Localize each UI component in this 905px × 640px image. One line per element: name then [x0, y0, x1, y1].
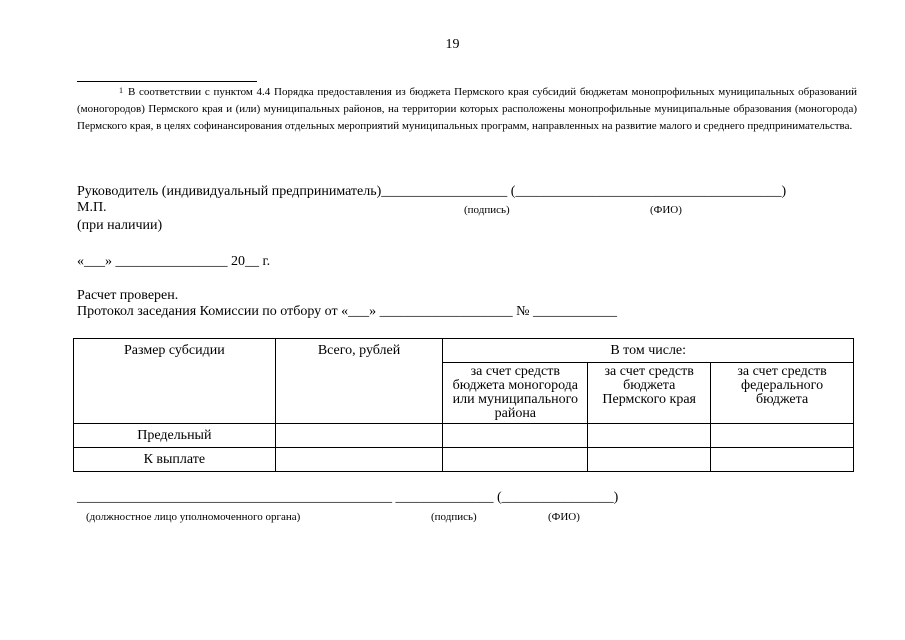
table-cell [588, 424, 711, 448]
table-cell [275, 448, 443, 472]
table-row [74, 424, 854, 448]
if-any-note: (при наличии) [77, 218, 163, 233]
page-number: 19 [445, 37, 460, 52]
header-total: Всего, рублей [275, 339, 443, 424]
footnote-text: В соответствии с пунктом 4.4 Порядка предоставления из бюджета Пермского края субсидий бюджетам монопрофильных муниципальных образований (моногородов) Пермского края и (или) муниципальных районов, на территории которых расположены монопрофильные муниципальные образования (моногорода) Пермского края, в целях софинансирования отдельных мероприятий муниципальных программ, направленных на развитие малого и среднего предпринимательства. [77, 86, 857, 132]
table-cell [275, 424, 443, 448]
stamp-label: М.П. [77, 200, 107, 215]
footnote-mark: 1 [119, 86, 123, 95]
table-row [74, 448, 854, 472]
protocol-line: Протокол заседания Комиссии по отбору от «___» ___________________ № ____________ [77, 304, 617, 319]
footnote [77, 84, 857, 135]
table-cell [443, 448, 588, 472]
row-label-limit: Предельный [74, 424, 276, 448]
date-line: «___» ________________ 20__ г. [77, 254, 271, 269]
checked-statement: Расчет проверен. [77, 288, 179, 303]
table-cell [711, 448, 854, 472]
official-position-caption: (должностное лицо уполномоченного органа) [86, 511, 301, 523]
header-including: В том числе: [443, 339, 854, 363]
official-fio-caption: (ФИО) [548, 511, 580, 523]
header-perm-budget: за счет средств бюджета Пермского края [588, 363, 711, 424]
header-federal-budget: за счет средств федерального бюджета [711, 363, 854, 424]
header-subsidy-size: Размер субсидии [74, 339, 276, 424]
official-signature-line: _____________________________________________ ______________ (________________) [77, 490, 619, 505]
footnote-rule [77, 81, 257, 82]
table-cell [588, 448, 711, 472]
subsidy-table [73, 338, 854, 472]
fio-caption: (ФИО) [650, 204, 682, 216]
row-label-payout: К выплате [74, 448, 276, 472]
table-cell [711, 424, 854, 448]
signature-caption: (подпись) [464, 204, 510, 216]
table-cell [443, 424, 588, 448]
head-signature-line: Руководитель (индивидуальный предприниматель)__________________ (______________________________________) [77, 184, 787, 199]
official-signature-caption: (подпись) [431, 511, 477, 523]
header-mono-budget: за счет средств бюджета моногорода или муниципального района [443, 363, 588, 424]
